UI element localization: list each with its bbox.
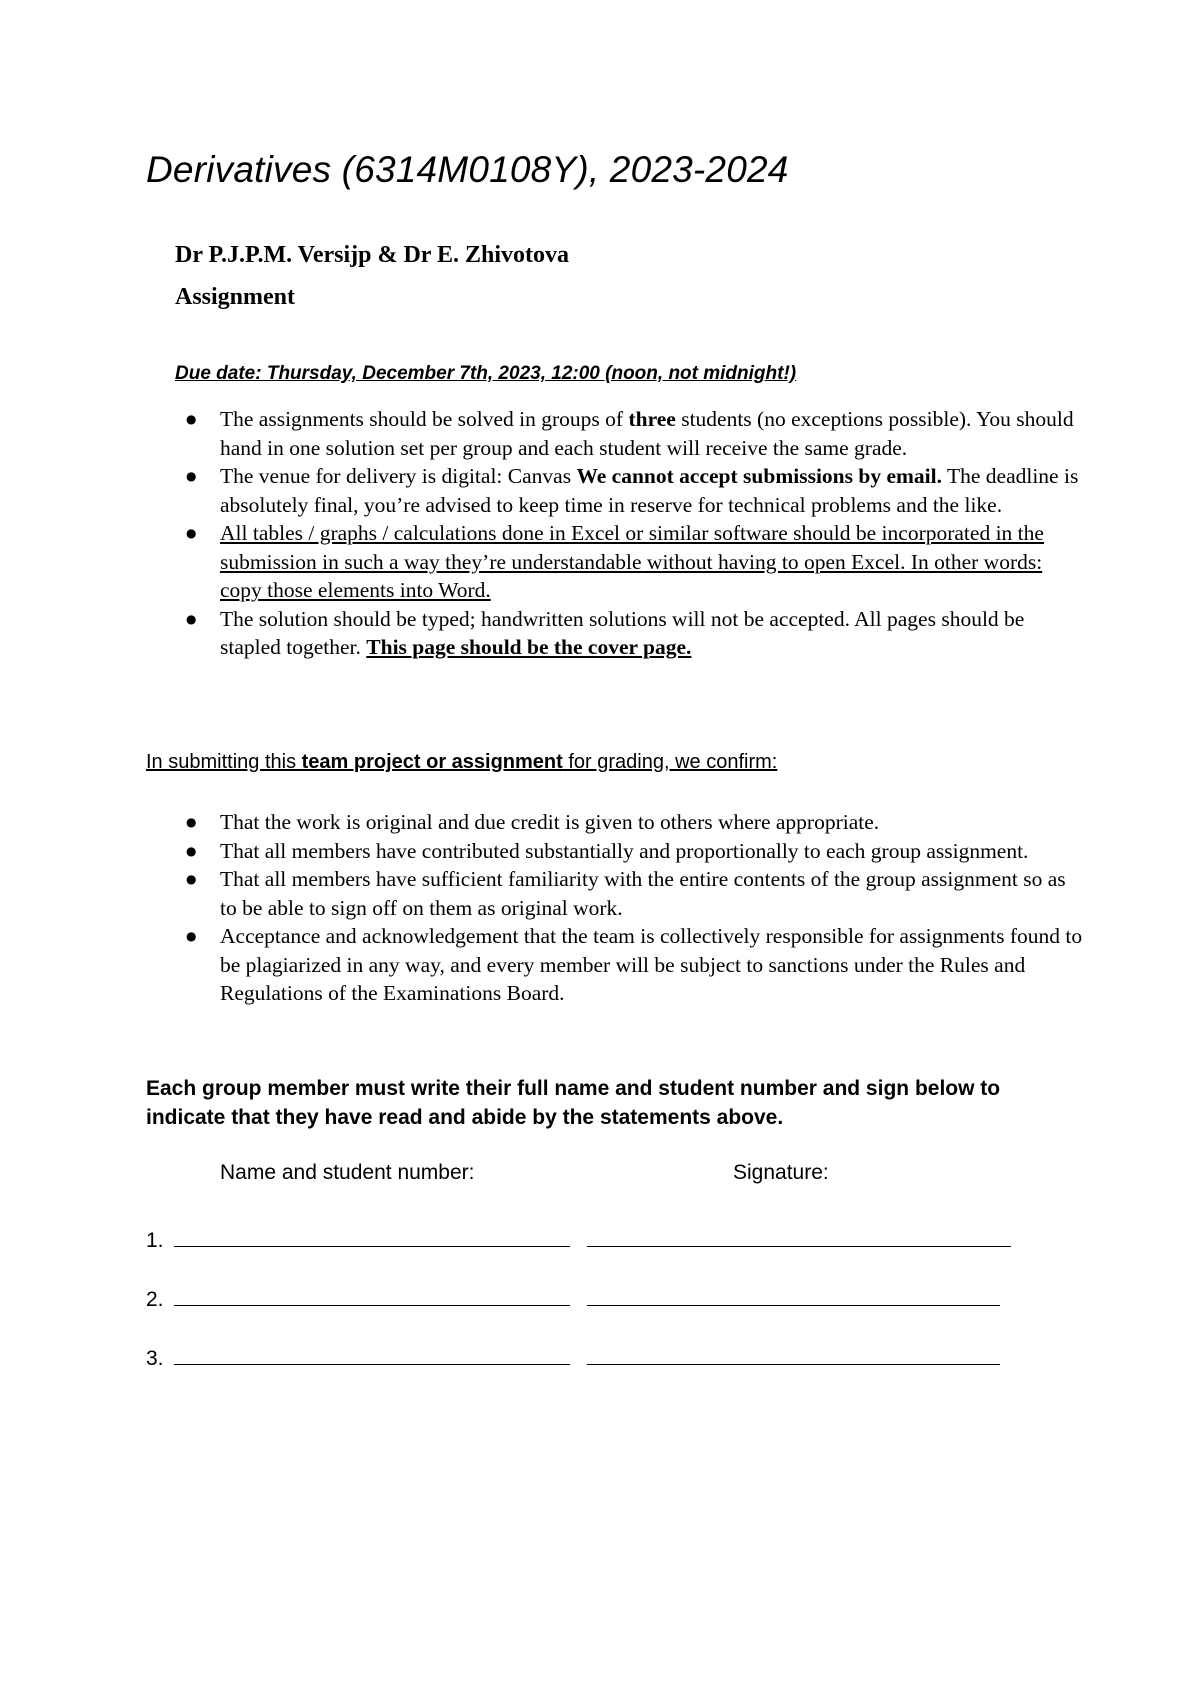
signature-row (146, 1282, 1046, 1312)
name-line[interactable] (174, 1305, 570, 1306)
confirm-heading-emphasis: team project or assignment (301, 751, 563, 773)
rule-text: The solution should be typed; handwritten solutions will not be accepted. All pages should be stapled together. (220, 606, 1025, 659)
signature-row (146, 1341, 1046, 1371)
signature-line[interactable] (587, 1305, 1000, 1306)
rule-emphasis: three (628, 407, 676, 431)
rule-text: students (no exceptions possible). You should hand in one solution set per group and each student will receive the same grade. (220, 407, 1074, 460)
confirmation-item: ● That the work is original and due credit is given to others where appropriate. (180, 808, 1085, 837)
name-column-header: Name and student number: (220, 1161, 475, 1184)
document-type: Assignment (175, 284, 296, 310)
row-number: 2. (146, 1287, 164, 1311)
confirmation-item: ● That all members have sufficient familiarity with the entire contents of the group assignment so as to be able to sign off on them as original work. (180, 865, 1085, 922)
confirmation-item: ● Acceptance and acknowledgement that the team is collectively responsible for assignments found to be plagiarized in any way, and every member will be subject to sanctions under the Rules and Regulations of the Examinations Board. (180, 922, 1085, 1008)
rule-text: The deadline is absolutely final, you’re advised to keep time in reserve for technical problems and the like. (220, 464, 1079, 517)
confirmation-item: ● That all members have contributed substantially and proportionally to each group assignment. (180, 837, 1085, 866)
signing-instructions: Each group member must write their full name and student number and sign below to indicate that they have read and abide by the statements above. (146, 1077, 1001, 1129)
row-number: 3. (146, 1346, 164, 1370)
submission-rules-list (180, 405, 1085, 662)
rule-group-size (180, 405, 1085, 462)
rule-emphasis: We cannot accept submissions by email. (576, 464, 942, 488)
confirm-heading-text: In submitting this (146, 751, 302, 773)
due-date: Due date: Thursday, December 7th, 2023, 12:00 (noon, not midnight!) (175, 363, 797, 384)
confirm-heading-text: for grading, we confirm: (562, 751, 778, 773)
signature-column-header: Signature: (733, 1161, 829, 1184)
confirmation-list (180, 808, 1085, 1008)
signature-line[interactable] (587, 1246, 1011, 1247)
signature-row (146, 1223, 1046, 1253)
rule-typed (180, 605, 1085, 662)
row-number: 1. (146, 1228, 164, 1252)
name-line[interactable] (174, 1246, 570, 1247)
course-authors: Dr P.J.P.M. Versijp & Dr E. Zhivotova (175, 242, 570, 268)
rule-text: All tables / graphs / calculations done in Excel or similar software should be incorporated in the submission in such a way they’re understandable without having to open Excel. In other words: copy those elements into Word. (220, 521, 1044, 602)
rule-excel (180, 519, 1085, 605)
rule-text: The venue for delivery is digital: Canvas (220, 464, 577, 488)
rule-delivery (180, 462, 1085, 519)
confirm-heading (146, 750, 777, 774)
name-line[interactable] (174, 1364, 570, 1365)
signature-line[interactable] (587, 1364, 1000, 1365)
course-title: Derivatives (6314M0108Y), 2023-2024 (146, 149, 789, 190)
rule-emphasis: This page should be the cover page. (366, 635, 692, 659)
rule-text: The assignments should be solved in groups of (220, 407, 629, 431)
